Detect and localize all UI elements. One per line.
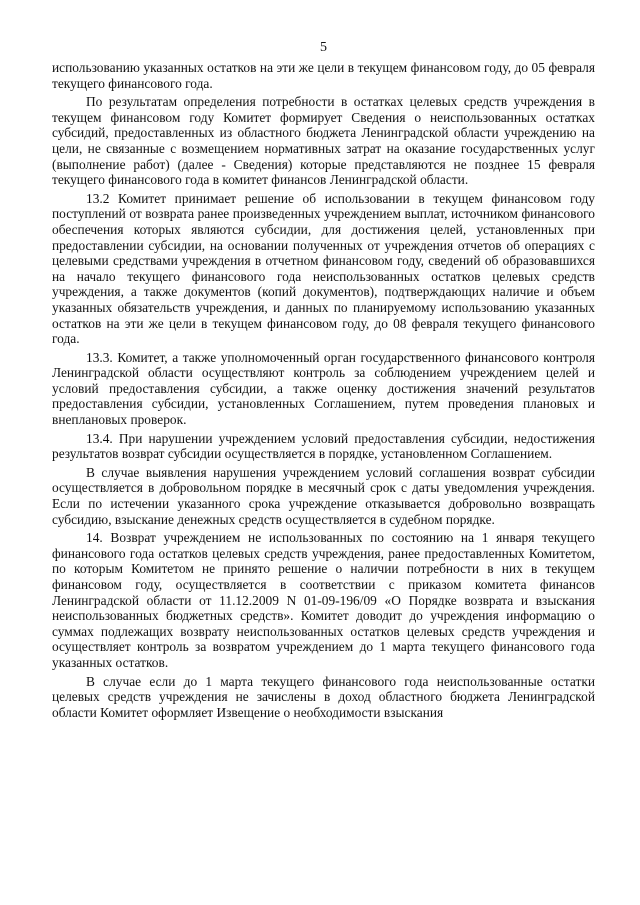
paragraph-needs-assessment: По результатам определения потребности в остатках целевых средств учреждения в текущем финансовом году Комитет формирует Сведения о неиспользованных остатках субсидий, предоставленных из областного бюджета Ленинградской области учреждению на цели, не связанные с возмещением нормативных затрат на оказание государственных услуг (выполнение работ) (далее - Сведения) которые представляются не позднее 15 февраля текущего финансового года в комитет финансов Ленинградской области. (52, 94, 595, 188)
paragraph-march-deadline: В случае если до 1 марта текущего финансового года неиспользованные остатки целевых средств учреждения не зачислены в доход областного бюджета Ленинградской области Комитет оформляет Извещение о необходимости взыскания (52, 673, 595, 720)
page-number: 5 (320, 40, 327, 55)
paragraph-violation-return: В случае выявления нарушения учреждением условий соглашения возврат субсидии осуществляется в добровольном порядке в месячный срок с даты уведомления учреждения. Если по истечении указанного срока учреждение отказывается добровольно возвращать субсидию, взыскание денежных средств осуществляется в судебном порядке. (52, 464, 595, 527)
paragraph-13-4: 13.4. При нарушении учреждением условий предоставления субсидии, недостижения результатов возврат субсидии осуществляется в порядке, установленном Соглашением. (52, 430, 595, 462)
paragraph-13-3: 13.3. Комитет, а также уполномоченный орган государственного финансового контроля Ленинградской области осуществляют контроль за соблюдением учреждением целей и условий предоставления субсидии, а также оценку достижения значений результатов предоставления субсидии, установленных Соглашением, путем проведения плановых и внеплановых проверок. (52, 349, 595, 428)
paragraph-14: 14. Возврат учреждением не использованных по состоянию на 1 января текущего финансового года остатков целевых средств учреждения, ранее предоставленных Комитетом, по которым Комитетом не принято решение о наличии потребности в них в текущем финансовом году, осуществляется в соответствии с приказом комитета финансов Ленинградской области от 11.12.2009 N 01-09-196/09 «О Порядке возврата и взыскания неиспользованных бюджетных средств». Комитет доводит до учреждения информацию о суммах подлежащих возврату неиспользованных остатков целевых средств учреждения и осуществляет контроль за возвратом учреждением до 1 марта текущего финансового года указанных остатков. (52, 530, 595, 670)
paragraph-13-2: 13.2 Комитет принимает решение об использовании в текущем финансовом году поступлений от возврата ранее произведенных учреждением выплат, источником финансового обеспечения которых являются субсидии, для достижения целей, установленных при предоставлении субсидии, на основании полученных от учреждения отчетов об операциях с целевыми средствами учреждения в отчетном финансовом году, сведений об образовавшихся на начало текущего финансового года неиспользованных остатков целевых средств учреждения, а также документов (копий документов), подтверждающих наличие и объем указанных обязательств учреждения, и данных по планируемому использованию указанных остатков на эти же цели в текущем финансовом году, до 08 февраля текущего финансового года. (52, 190, 595, 347)
paragraph-continuation: использованию указанных остатков на эти же цели в текущем финансовом году, до 05 февраля текущего финансового года. (52, 60, 595, 91)
